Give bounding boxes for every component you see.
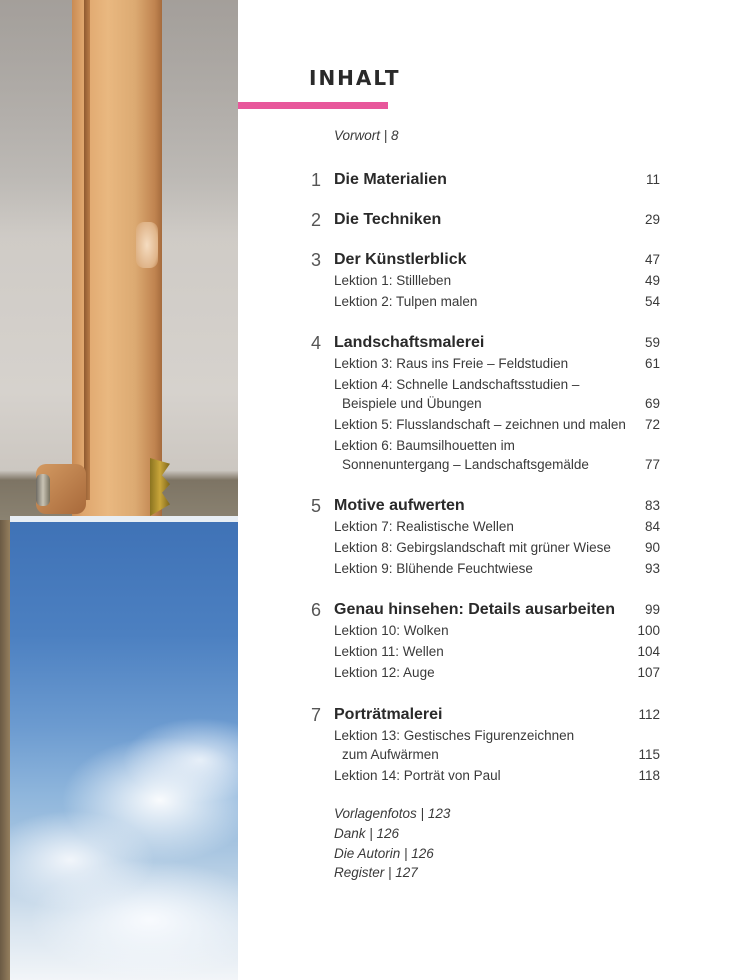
lesson-title[interactable]: Lektion 2: Tulpen malen (334, 294, 478, 309)
page-title: INHALT (309, 66, 401, 90)
lesson-page-number: 72 (644, 417, 660, 432)
lesson-page-number: 118 (638, 768, 660, 783)
chapter-number: 3 (311, 250, 322, 270)
lesson-title[interactable]: Lektion 11: Wellen (334, 644, 444, 659)
chapter-title[interactable]: Porträtmalerei (334, 706, 443, 723)
lesson-title[interactable]: Lektion 5: Flusslandschaft – zeichnen und malen (334, 417, 626, 432)
lesson-title-continued: zum Aufwärmen (342, 747, 439, 762)
chapter-number: 4 (311, 333, 322, 353)
lesson-title[interactable]: Lektion 4: Schnelle Landschaftsstudien – (334, 377, 580, 392)
lesson-page-number: 107 (637, 665, 660, 680)
lesson-title[interactable]: Lektion 6: Baumsilhouetten im (334, 438, 515, 453)
toc-backmatter-entry: Die Autorin | 126 (334, 846, 434, 861)
chapter-number: 6 (311, 600, 322, 620)
easel-bolt (36, 474, 50, 506)
lesson-title[interactable]: Lektion 13: Gestisches Figurenzeichnen (334, 728, 575, 743)
toc-backmatter-entry: Register | 127 (334, 865, 418, 880)
lesson-page-number: 104 (637, 644, 660, 659)
lesson-title[interactable]: Lektion 1: Stillleben (334, 273, 452, 288)
chapter-number: 7 (311, 705, 322, 725)
accent-rule (238, 102, 388, 109)
lesson-page-number: 84 (644, 519, 660, 534)
lesson-title[interactable]: Lektion 14: Porträt von Paul (334, 768, 501, 783)
lesson-page-number: 90 (644, 540, 660, 555)
lesson-title-continued: Beispiele und Übungen (342, 396, 482, 411)
chapter-title[interactable]: Landschaftsmalerei (334, 334, 485, 351)
chapter-number: 1 (311, 170, 322, 190)
chapter-title[interactable]: Motive aufwerten (334, 497, 465, 514)
toc-backmatter-entry: Dank | 126 (334, 826, 400, 841)
chapter-page-number: 29 (644, 212, 660, 227)
chapter-page-number: 59 (644, 335, 660, 350)
lesson-title[interactable]: Lektion 3: Raus ins Freie – Feldstudien (334, 356, 569, 371)
lesson-page-number: 61 (644, 356, 660, 371)
chapter-number: 5 (311, 496, 322, 516)
lesson-page-number: 69 (644, 396, 660, 411)
easel-photo (0, 0, 238, 980)
wood-knot (136, 222, 158, 268)
chapter-title[interactable]: Die Materialien (334, 171, 447, 188)
lesson-title[interactable]: Lektion 12: Auge (334, 665, 435, 680)
lesson-page-number: 100 (637, 623, 660, 638)
chapter-page-number: 99 (644, 602, 660, 617)
lesson-title[interactable]: Lektion 7: Realistische Wellen (334, 519, 514, 534)
lesson-title[interactable]: Lektion 9: Blühende Feuchtwiese (334, 561, 533, 576)
sky-painting (10, 520, 238, 980)
lesson-page-number: 93 (644, 561, 660, 576)
wing-nut (150, 458, 170, 516)
lesson-title[interactable]: Lektion 10: Wolken (334, 623, 449, 638)
toc-frontmatter-entry: Vorwort | 8 (334, 128, 399, 143)
lesson-page-number: 49 (644, 273, 660, 288)
lesson-page-number: 115 (638, 747, 660, 762)
chapter-page-number: 47 (644, 252, 660, 267)
toc-backmatter-entry: Vorlagenfotos | 123 (334, 806, 451, 821)
chapter-page-number: 83 (644, 498, 660, 513)
photo-divider (238, 0, 240, 980)
chapter-title[interactable]: Genau hinsehen: Details ausarbeiten (334, 601, 615, 618)
canvas-top-edge (10, 516, 238, 522)
chapter-page-number: 11 (645, 172, 660, 187)
chapter-title[interactable]: Der Künstlerblick (334, 251, 467, 268)
lesson-page-number: 54 (644, 294, 660, 309)
chapter-title[interactable]: Die Techniken (334, 211, 442, 228)
chapter-page-number: 112 (638, 707, 660, 722)
lesson-title-continued: Sonnenuntergang – Landschaftsgemälde (342, 457, 589, 472)
lesson-title[interactable]: Lektion 8: Gebirgslandschaft mit grüner Wiese (334, 540, 611, 555)
chapter-number: 2 (311, 210, 322, 230)
easel-groove (84, 0, 90, 500)
lesson-page-number: 77 (644, 457, 660, 472)
